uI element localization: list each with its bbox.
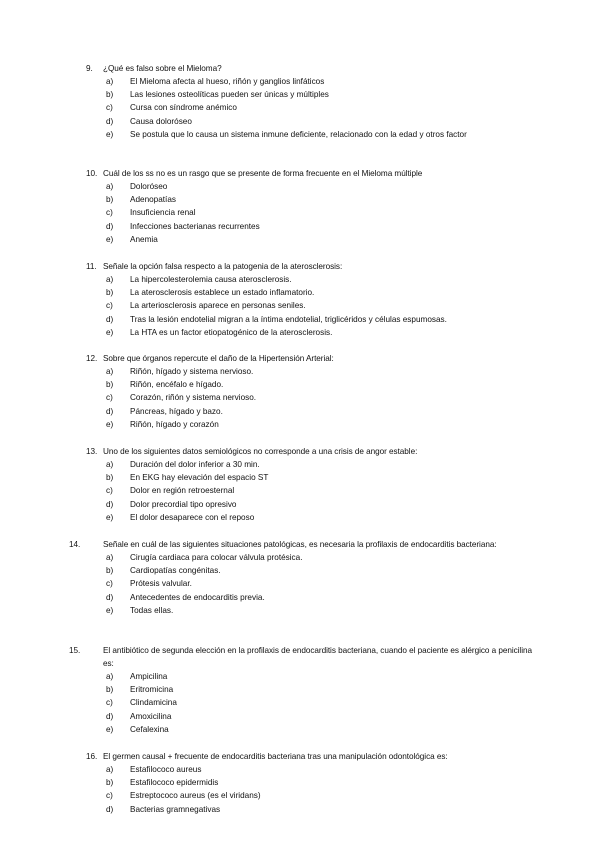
option-text: La hipercolesterolemia causa aterosclerosis. <box>130 275 292 284</box>
option-letter: d) <box>106 116 114 126</box>
option-letter: b) <box>106 473 114 483</box>
option-letter: b) <box>106 195 114 205</box>
question-stem <box>86 750 536 763</box>
option-item <box>86 193 536 206</box>
option-item <box>86 776 536 789</box>
option-text: Se postula que lo causa un sistema inmune deficiente, relacionado con la edad y otros factor <box>130 129 467 139</box>
option-letter: c) <box>106 486 113 496</box>
question-stem <box>69 538 536 551</box>
option-item <box>86 604 536 617</box>
option-text: Bacterias gramnegativas <box>130 804 221 814</box>
option-text: La arteriosclerosis aparece en personas seniles. <box>130 301 306 311</box>
option-letter: d) <box>106 406 114 416</box>
option-list <box>86 75 536 141</box>
option-letter: a) <box>106 553 114 562</box>
question-10 <box>86 167 536 246</box>
option-text: Riñón, encéfalo e hígado. <box>130 380 224 390</box>
question-number: 12. <box>86 354 98 363</box>
option-text: Riñón, hígado y corazón <box>130 419 219 429</box>
question-15 <box>69 644 536 736</box>
option-letter: d) <box>106 804 114 814</box>
option-item <box>86 696 536 709</box>
option-list <box>86 670 536 736</box>
question-11 <box>86 260 536 339</box>
option-text: Las lesiones osteolíticas pueden ser únicas y múltiples <box>130 90 329 100</box>
option-letter: c) <box>106 791 113 801</box>
question-text: Señale en cuál de las siguientes situaciones patológicas, es necesaria la profilaxis de endocarditis bacteriana: <box>103 540 497 549</box>
option-item <box>86 564 536 577</box>
option-letter: b) <box>106 380 114 390</box>
option-text: Causa doloróseo <box>130 116 192 126</box>
option-list <box>86 763 536 816</box>
option-item <box>86 273 536 286</box>
option-letter: b) <box>106 685 114 695</box>
option-list <box>86 180 536 246</box>
option-item <box>86 418 536 431</box>
option-item <box>86 511 536 524</box>
question-stem <box>86 62 536 75</box>
option-letter: e) <box>106 234 114 244</box>
option-item <box>86 723 536 736</box>
option-text: Páncreas, hígado y bazo. <box>130 406 223 416</box>
question-text: Sobre que órganos repercute el daño de la Hipertensión Arterial: <box>103 354 334 363</box>
option-item <box>86 299 536 312</box>
question-text: El antibiótico de segunda elección en la profilaxis de endocarditis bacteriana, cuando el paciente es alérgico a penicilina es: <box>103 646 532 668</box>
option-text: Cirugía cardiaca para colocar válvula protésica. <box>130 553 303 562</box>
question-stem <box>69 644 536 670</box>
option-item <box>86 75 536 88</box>
option-item <box>86 484 536 497</box>
option-item <box>86 789 536 802</box>
option-text: En EKG hay elevación del espacio ST <box>130 473 269 483</box>
option-list <box>86 458 536 524</box>
question-text: Señale la opción falsa respecto a la patogenia de la aterosclerosis: <box>103 262 343 271</box>
option-text: Adenopatías <box>130 195 176 205</box>
option-item <box>86 88 536 101</box>
option-text: Doloróseo <box>130 182 168 191</box>
option-letter: e) <box>106 419 114 429</box>
option-text: La HTA es un factor etiopatogénico de la aterosclerosis. <box>130 327 333 337</box>
option-text: Dolor en región retroesternal <box>130 486 235 496</box>
option-letter: c) <box>106 698 113 708</box>
question-text: ¿Qué es falso sobre el Mieloma? <box>103 64 222 73</box>
option-letter: d) <box>106 592 114 602</box>
option-item <box>86 591 536 604</box>
option-letter: a) <box>106 672 114 681</box>
option-letter: a) <box>106 765 114 774</box>
option-item <box>86 405 536 418</box>
option-letter: a) <box>106 275 114 284</box>
option-text: Cursa con síndrome anémico <box>130 103 237 113</box>
option-text: Antecedentes de endocarditis previa. <box>130 592 265 602</box>
option-letter: c) <box>106 579 113 589</box>
question-stem <box>86 167 536 180</box>
option-item <box>86 233 536 246</box>
option-letter: b) <box>106 566 114 576</box>
option-text: Ampicilina <box>130 672 168 681</box>
option-text: Estreptococo aureus (es el viridans) <box>130 791 261 801</box>
question-text: El germen causal + frecuente de endocarditis bacteriana tras una manipulación odontológica es: <box>103 752 448 761</box>
option-item <box>86 378 536 391</box>
option-letter: b) <box>106 778 114 788</box>
option-list <box>86 365 536 431</box>
question-text: Uno de los siguientes datos semiológicos no corresponde a una crisis de angor estable: <box>103 447 418 456</box>
question-number: 10. <box>86 169 98 178</box>
option-item <box>86 206 536 219</box>
option-letter: a) <box>106 460 114 469</box>
option-text: La aterosclerosis establece un estado inflamatorio. <box>130 288 315 298</box>
option-letter: c) <box>106 301 113 311</box>
option-text: Riñón, hígado y sistema nervioso. <box>130 367 254 376</box>
option-letter: e) <box>106 129 114 139</box>
option-item <box>86 710 536 723</box>
question-stem <box>86 260 536 273</box>
option-item <box>86 551 536 564</box>
question-14 <box>69 538 536 617</box>
question-number: 14. <box>69 540 81 549</box>
option-letter: e) <box>106 512 114 522</box>
option-text: Eritromicina <box>130 685 174 695</box>
question-number: 16. <box>86 752 98 761</box>
option-item <box>86 803 536 816</box>
option-letter: e) <box>106 724 114 734</box>
option-item <box>86 313 536 326</box>
option-list <box>86 551 536 617</box>
option-text: Tras la lesión endotelial migran a la íntima endotelial, triglicéridos y células espumosas. <box>130 314 447 324</box>
option-letter: d) <box>106 711 114 721</box>
question-16 <box>86 750 536 816</box>
option-text: Prótesis valvular. <box>130 579 192 589</box>
option-item <box>86 458 536 471</box>
option-text: Cardiopatías congénitas. <box>130 566 221 576</box>
option-item <box>86 763 536 776</box>
question-12 <box>86 352 536 431</box>
question-number: 15. <box>69 646 81 655</box>
option-item <box>86 326 536 339</box>
option-text: Insuficiencia renal <box>130 208 196 218</box>
option-item <box>86 365 536 378</box>
option-letter: c) <box>106 393 113 403</box>
option-letter: c) <box>106 208 113 218</box>
option-list <box>86 273 536 339</box>
question-stem <box>86 352 536 365</box>
option-item <box>86 471 536 484</box>
option-text: El Mieloma afecta al hueso, riñón y ganglios linfáticos <box>130 77 325 86</box>
question-text: Cuál de los ss no es un rasgo que se presente de forma frecuente en el Mieloma múltiple <box>103 169 423 178</box>
question-13 <box>86 445 536 524</box>
option-text: Clindamicina <box>130 698 177 708</box>
option-item <box>86 220 536 233</box>
option-item <box>86 128 536 141</box>
option-letter: b) <box>106 288 114 298</box>
option-letter: d) <box>106 314 114 324</box>
option-text: Duración del dolor inferior a 30 min. <box>130 460 260 469</box>
option-item <box>86 286 536 299</box>
question-stem <box>86 445 536 458</box>
option-letter: b) <box>106 90 114 100</box>
option-letter: d) <box>106 221 114 231</box>
option-text: Todas ellas. <box>130 605 174 615</box>
option-text: Estafilococo aureus <box>130 765 202 774</box>
question-9 <box>86 62 536 141</box>
option-letter: a) <box>106 77 114 86</box>
option-letter: e) <box>106 605 114 615</box>
option-text: Estafilococo epidermidis <box>130 778 219 788</box>
option-text: Amoxicilina <box>130 711 172 721</box>
option-text: Anemia <box>130 234 158 244</box>
option-text: Corazón, riñón y sistema nervioso. <box>130 393 257 403</box>
option-letter: d) <box>106 499 114 509</box>
option-text: Infecciones bacterianas recurrentes <box>130 221 260 231</box>
option-text: Cefalexina <box>130 724 169 734</box>
option-item <box>86 683 536 696</box>
question-number: 9. <box>86 64 93 73</box>
option-item <box>86 115 536 128</box>
option-text: El dolor desaparece con el reposo <box>130 512 255 522</box>
option-item <box>86 391 536 404</box>
question-number: 13. <box>86 447 98 456</box>
option-text: Dolor precordial tipo opresivo <box>130 499 237 509</box>
option-letter: c) <box>106 103 113 113</box>
option-item <box>86 101 536 114</box>
question-number: 11. <box>86 262 97 271</box>
option-item <box>86 498 536 511</box>
option-item <box>86 180 536 193</box>
option-letter: a) <box>106 182 114 191</box>
option-item <box>86 670 536 683</box>
option-letter: e) <box>106 327 114 337</box>
option-item <box>86 577 536 590</box>
option-letter: a) <box>106 367 114 376</box>
